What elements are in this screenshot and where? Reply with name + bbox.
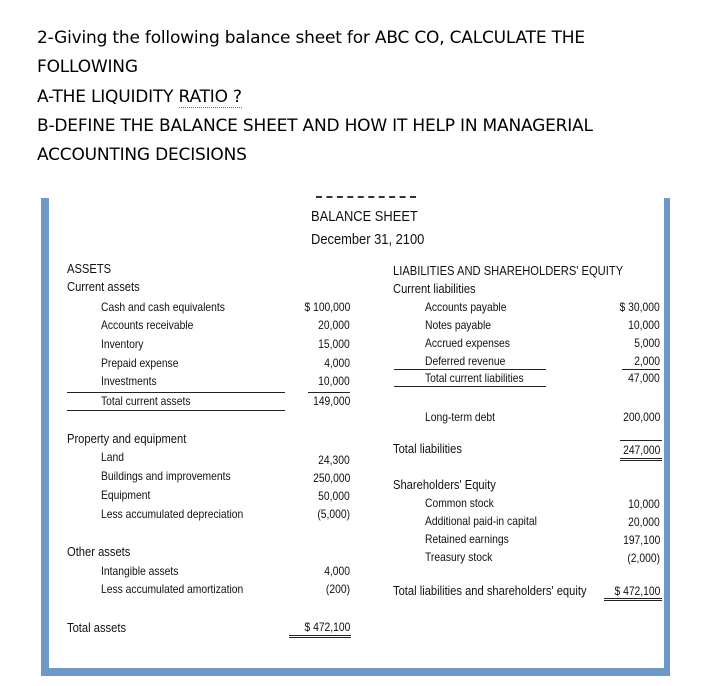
question-line-2: FOLLOWING xyxy=(37,57,138,77)
equity-value: 10,000 xyxy=(628,497,660,511)
liability-value: 2,000 xyxy=(634,354,660,368)
sheet-border-bottom xyxy=(41,668,670,676)
ppe-value: (5,000) xyxy=(317,507,350,521)
equity-value: (2,000) xyxy=(627,551,660,565)
liability-value: $ 30,000 xyxy=(619,300,660,314)
sheet-date: December 31, 2100 xyxy=(311,231,425,248)
liability-value: 10,000 xyxy=(628,318,660,332)
equity-label: Common stock xyxy=(425,496,494,510)
ppe-heading: Property and equipment xyxy=(67,431,187,446)
asset-label: Inventory xyxy=(101,337,144,351)
asset-label: Investments xyxy=(101,374,157,388)
total-current-assets-value: 149,000 xyxy=(312,394,350,408)
ppe-label: Less accumulated depreciation xyxy=(101,507,244,521)
asset-value: 15,000 xyxy=(318,337,350,351)
equity-value: 197,100 xyxy=(622,533,660,547)
total-assets-label: Total assets xyxy=(67,620,127,635)
sheet-title: BALANCE SHEET xyxy=(311,208,418,225)
long-term-debt-value: 200,000 xyxy=(622,410,660,424)
liability-label: Accounts payable xyxy=(425,300,507,314)
grand-total-value: $ 472,100 xyxy=(614,584,660,598)
ppe-label: Equipment xyxy=(101,488,151,502)
asset-label: Prepaid expense xyxy=(101,356,179,370)
equity-label: Additional paid-in capital xyxy=(425,514,537,528)
ppe-value: 250,000 xyxy=(312,471,350,485)
liability-value: 5,000 xyxy=(634,336,660,350)
equity-label: Retained earnings xyxy=(425,532,509,546)
total-liabilities-value: 247,000 xyxy=(622,443,660,457)
liability-label: Notes payable xyxy=(425,318,491,332)
current-assets-heading: Current assets xyxy=(67,279,140,294)
rule xyxy=(394,386,546,387)
double-rule xyxy=(620,458,662,461)
current-liabilities-heading: Current liabilities xyxy=(393,281,476,296)
liabilities-heading: LIABILITIES AND SHAREHOLDERS' EQUITY xyxy=(393,263,624,278)
cropped-heading-fragment xyxy=(316,196,416,199)
rule xyxy=(622,369,660,370)
question-line-4: B-DEFINE THE BALANCE SHEET AND HOW IT HELP IN MANAGERIAL xyxy=(37,116,593,136)
asset-label: Cash and cash equivalents xyxy=(101,300,225,314)
grand-total-label: Total liabilities and shareholders' equity xyxy=(393,583,587,598)
liability-label: Accrued expenses xyxy=(425,336,510,350)
rule xyxy=(620,440,662,441)
total-liabilities-label: Total liabilities xyxy=(393,441,462,456)
asset-value: 20,000 xyxy=(318,318,350,332)
asset-value: $ 100,000 xyxy=(304,300,350,314)
asset-value: 4,000 xyxy=(324,356,350,370)
long-term-debt-label: Long-term debt xyxy=(425,410,495,424)
total-current-liabilities-label: Total current liabilities xyxy=(425,371,524,385)
assets-heading: ASSETS xyxy=(67,261,112,276)
equity-value: 20,000 xyxy=(628,515,660,529)
question-line-3 xyxy=(37,87,242,107)
ppe-label: Land xyxy=(101,450,124,464)
question-line-1: 2-Giving the following balance sheet for ABC CO, CALCULATE THE xyxy=(37,28,585,48)
ppe-value: 24,300 xyxy=(318,453,350,467)
total-current-liabilities-value: 47,000 xyxy=(628,371,660,385)
total-assets-value: $ 472,100 xyxy=(304,620,350,634)
question-line-3-prefix: A-THE LIQUIDITY xyxy=(37,87,179,107)
other-asset-value: 4,000 xyxy=(324,564,350,578)
other-asset-value: (200) xyxy=(325,582,350,596)
question-line-5: ACCOUNTING DECISIONS xyxy=(37,145,247,165)
rule xyxy=(67,410,285,411)
question-line-3-underlined: RATIO ? xyxy=(178,87,242,107)
other-assets-heading: Other assets xyxy=(67,544,131,559)
other-asset-label: Intangible assets xyxy=(101,564,179,578)
total-current-assets-label: Total current assets xyxy=(101,394,191,408)
rule xyxy=(308,392,350,393)
double-rule xyxy=(289,635,351,638)
double-rule xyxy=(604,598,662,601)
asset-value: 10,000 xyxy=(318,374,350,388)
ppe-value: 50,000 xyxy=(318,489,350,503)
asset-label: Accounts receivable xyxy=(101,318,194,332)
sheet-border-right xyxy=(664,198,670,676)
rule xyxy=(394,369,546,370)
liability-label: Deferred revenue xyxy=(425,354,506,368)
equity-heading: Shareholders' Equity xyxy=(393,477,496,492)
rule xyxy=(67,392,285,393)
ppe-label: Buildings and improvements xyxy=(101,469,231,483)
sheet-border-left xyxy=(41,198,49,676)
equity-label: Treasury stock xyxy=(425,550,493,564)
other-asset-label: Less accumulated amortization xyxy=(101,582,244,596)
